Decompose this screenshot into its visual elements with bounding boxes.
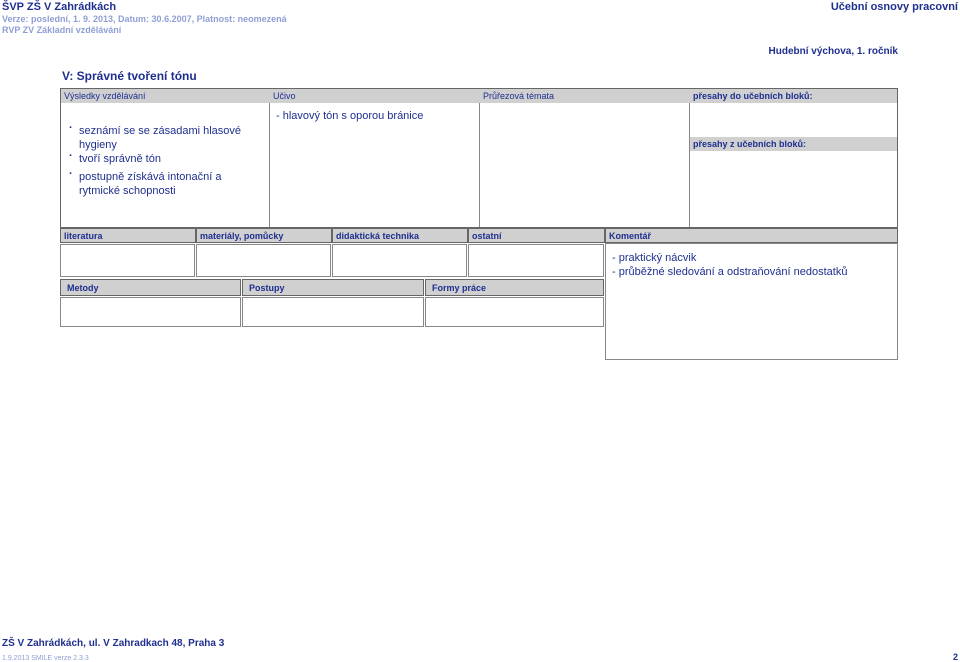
document-type: Učební osnovy pracovní: [830, 1, 958, 13]
footer-address: ZŠ V Zahrádkách, ul. V Zahradkach 48, Praha 3: [2, 638, 225, 649]
methods-cell: [60, 297, 241, 327]
literature-cell: [60, 244, 195, 277]
curriculum-text: - hlavový tón s oporou bránice: [276, 110, 424, 122]
outcome-item: · tvoří správně tón: [69, 150, 161, 165]
rvp-info: RVP ZV Základní vzdělávání: [2, 25, 122, 35]
technique-cell: [332, 244, 467, 277]
comment-line: - průběžné sledování a odstraňování nedostatků: [612, 266, 848, 278]
outcome-item: · postupně získává intonační a rytmické schopnosti: [69, 168, 222, 197]
outcome-item: · seznámí se se zásadami hlasové hygieny: [69, 122, 242, 151]
outcomes-header: Výsledky vzdělávání: [61, 89, 270, 103]
footer-software: 1.9.2013 SMILE verze 2.3.3: [2, 655, 89, 662]
procedures-cell: [242, 297, 424, 327]
forms-cell: [425, 297, 604, 327]
other-header: ostatní: [468, 228, 605, 243]
comment-cell: [605, 243, 898, 360]
themes-column: [480, 89, 690, 227]
comment-line: - praktický nácvik: [612, 252, 697, 264]
resources-table: [60, 228, 898, 360]
version-info: Verze: poslední, 1. 9. 2013, Datum: 30.6.2007, Platnost: neomezená: [2, 14, 287, 24]
technique-header: didaktická technika: [332, 228, 468, 243]
methods-header: Metody: [60, 279, 241, 296]
materials-cell: [196, 244, 331, 277]
materials-header: materiály, pomůcky: [196, 228, 332, 243]
procedures-header: Postupy: [242, 279, 424, 296]
subject-grade: Hudební výchova, 1. ročník: [768, 46, 898, 57]
curriculum-header: Učivo: [270, 89, 480, 103]
other-cell: [468, 244, 604, 277]
page-number: 2: [952, 652, 958, 662]
themes-header: Průřezová témata: [480, 89, 690, 103]
links-from-header: přesahy z učebních bloků:: [690, 137, 897, 151]
forms-header: Formy práce: [425, 279, 604, 296]
section-title: V: Správné tvoření tónu: [62, 69, 197, 83]
outcomes-table: [60, 88, 898, 228]
literature-header: literatura: [60, 228, 196, 243]
school-name: ŠVP ZŠ V Zahrádkách: [2, 1, 117, 13]
comment-header: Komentář: [605, 228, 898, 243]
links-to-header: přesahy do učebních bloků:: [690, 89, 897, 103]
